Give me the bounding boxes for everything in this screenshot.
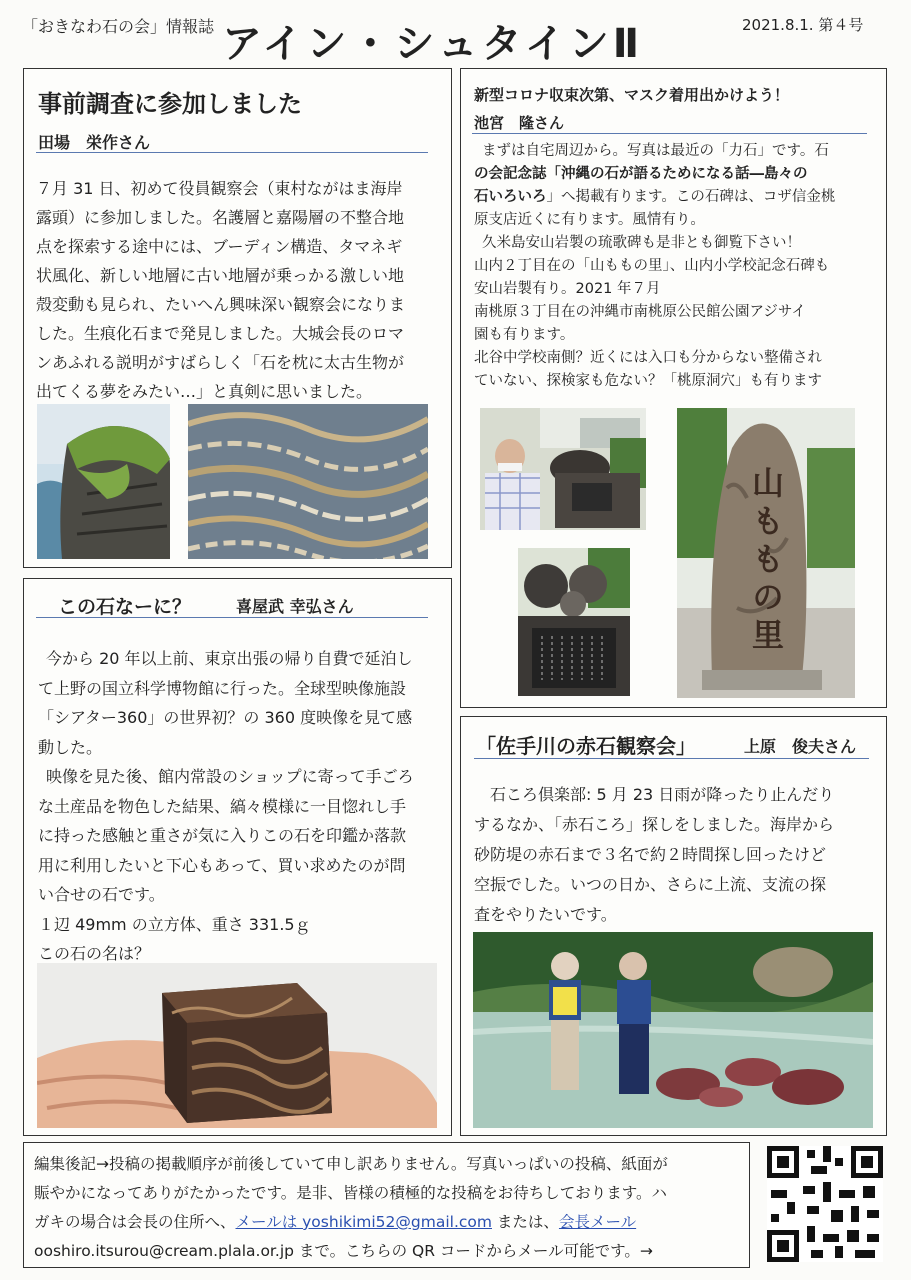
text-line: て上野の国立科学博物館に行った。全球型映像施設 bbox=[38, 678, 407, 698]
text-line: 安山岩製有り。2021 年７月 bbox=[474, 281, 661, 297]
text-segment: まで。こちらの QR コードからメール可能です。→ bbox=[293, 1242, 653, 1260]
editor-note bbox=[34, 1150, 746, 1266]
article-2-rule bbox=[472, 133, 867, 134]
article-4-title: 「佐手川の赤石観察会」 bbox=[476, 734, 696, 758]
qr-code[interactable] bbox=[767, 1146, 883, 1262]
text-line: 殻変動も見られ、たいへん興味深い観察会になりま bbox=[36, 295, 405, 314]
text-line: 砂防堤の赤石まで３名で約２時間探し回ったけど bbox=[474, 845, 827, 864]
article-4-rule bbox=[474, 758, 869, 759]
text-line bbox=[34, 1208, 746, 1237]
text-line: 山内２丁目在の「山ももの里」、山内小学校記念石碑も bbox=[474, 258, 830, 274]
article-1-title: 事前調査に参加しました bbox=[38, 90, 302, 118]
text-segment: の会記念誌 bbox=[474, 166, 547, 182]
text-line: 石いろいろ」へ掲載有ります。この石碑は、コザ信金桃 bbox=[474, 189, 836, 205]
text-segment: 「沖縄の石が語るためになる話―島々の bbox=[546, 166, 808, 182]
issue-date: 2021.8.1. 第４号 bbox=[742, 16, 864, 34]
email-link-yoshikimi[interactable]: メールは yoshikimi52@gmail.com bbox=[235, 1213, 492, 1231]
text-line: 園も有ります。 bbox=[474, 327, 575, 343]
boudin-rock-photo bbox=[188, 404, 428, 559]
text-line: 状風化、新しい地層に古い地層が乗っかる激しい地 bbox=[36, 266, 405, 285]
text-line: 北谷中学校南側？近くには入口も分からない整備され bbox=[474, 350, 822, 366]
text-segment: ガキの場合は会長の住所へ、 bbox=[34, 1213, 236, 1231]
text-line: 賑やかになってありがたかったです。是非、皆様の積極的な投稿をお待ちしております。ハ bbox=[34, 1184, 668, 1202]
text-line: 編集後記→投稿の掲載順序が前後していて申し訳ありません。写真いっぱいの投稿、紙面が bbox=[34, 1155, 668, 1173]
yamamomo-monument-photo bbox=[677, 408, 855, 698]
text-line: した。生痕化石まで発見しました。大城会長のロマ bbox=[36, 324, 405, 343]
article-4-author: 上原 俊夫さん bbox=[744, 737, 857, 756]
article-2-author: 池宮 隆さん bbox=[474, 114, 565, 132]
article-1-rule bbox=[36, 152, 428, 153]
text-line: ンあふれる説明がすばらしく「石を枕に太古生物が bbox=[36, 353, 405, 372]
striped-cube-stone-photo bbox=[37, 963, 437, 1128]
text-line: 空振でした。いつの日か、さらに上流、支流の探 bbox=[474, 875, 827, 894]
text-line: な土産品を物色した結果、縞々模様に一目惚れし手 bbox=[38, 796, 407, 816]
text-line: 露頭）に参加しました。名護層と嘉陽層の不整合地 bbox=[36, 208, 405, 227]
text-line: 「シアター360」の世界初？の 360 度映像を見て感 bbox=[38, 708, 413, 727]
text-line: に持った感触と重さが気に入りこの石を印鑑か落款 bbox=[38, 826, 407, 845]
article-3-body bbox=[38, 644, 448, 969]
article-2-body bbox=[474, 140, 884, 393]
text-line: １辺 49mm の立方体、重さ 331.5ｇ bbox=[38, 914, 311, 934]
cliff-photo bbox=[37, 404, 170, 559]
text-line: 久米島安山岩製の琉歌碑も是非とも御覧下さい！ bbox=[482, 235, 801, 251]
monument-inscription: 山ももの里 bbox=[747, 466, 785, 656]
man-with-stone-photo bbox=[480, 408, 646, 530]
text-line: 南桃原３丁目在の沖縄市南桃原公民館公園アジサイ bbox=[474, 304, 806, 320]
email-link-ooshiro[interactable]: ooshiro.itsurou@cream.plala.or.jp bbox=[34, 1242, 294, 1260]
chairman-email-link[interactable]: 会長メール bbox=[558, 1213, 637, 1231]
river-two-men-photo bbox=[473, 932, 873, 1128]
article-3-rule bbox=[36, 617, 428, 618]
article-3-author: 喜屋武 幸弘さん bbox=[236, 597, 354, 616]
article-3-title: この石なーに？ bbox=[58, 596, 192, 618]
text-line bbox=[474, 163, 884, 186]
text-line: するなか、「赤石ころ」探しをしました。海岸から bbox=[474, 815, 835, 834]
text-line: い合せの石です。 bbox=[38, 885, 165, 904]
article-2-title: 新型コロナ収束次第、マスク着用出かけよう！ bbox=[474, 86, 790, 104]
text-line: ７月 31 日、初めて役員観察会（東村ながはま海岸 bbox=[36, 179, 403, 198]
article-4-body bbox=[474, 780, 884, 930]
publisher-label: 「おきなわ石の会」情報誌 bbox=[22, 17, 215, 36]
text-line: 原支店近くに有ります。風情有り。 bbox=[474, 212, 705, 228]
newsletter-title: アイン・シュタインⅡ bbox=[222, 21, 644, 67]
text-line: まずは自宅周辺から。写真は最近の「力石」です。石 bbox=[482, 143, 829, 159]
text-line: この石の名は？ bbox=[38, 944, 151, 963]
text-segment: または、 bbox=[492, 1213, 559, 1231]
round-stones-photo bbox=[518, 548, 630, 696]
text-line: 今から 20 年以上前、東京出張の帰り自費で延泊し bbox=[46, 649, 413, 668]
text-line bbox=[34, 1237, 746, 1266]
text-line: 査をやりたいです。 bbox=[474, 905, 617, 924]
article-1-body bbox=[36, 174, 446, 406]
text-line: 点を探索する途中には、ブーディン構造、タマネギ bbox=[36, 237, 403, 256]
text-line: 映像を見た後、館内常設のショップに寄って手ごろ bbox=[46, 767, 414, 786]
text-line: ていない、探検家も危ない？「桃原洞穴」も有ります bbox=[474, 373, 822, 389]
text-line: 出てくる夢をみたい…」と真剣に思いました。 bbox=[36, 382, 373, 401]
text-line: 動した。 bbox=[38, 737, 103, 757]
text-line: 用に利用したいと下心もあって、買い求めたのが問 bbox=[38, 855, 406, 875]
text-line: 石ころ倶楽部: 5 月 23 日雨が降ったり止んだり bbox=[490, 785, 835, 804]
article-1-author: 田場 栄作さん bbox=[38, 133, 151, 152]
